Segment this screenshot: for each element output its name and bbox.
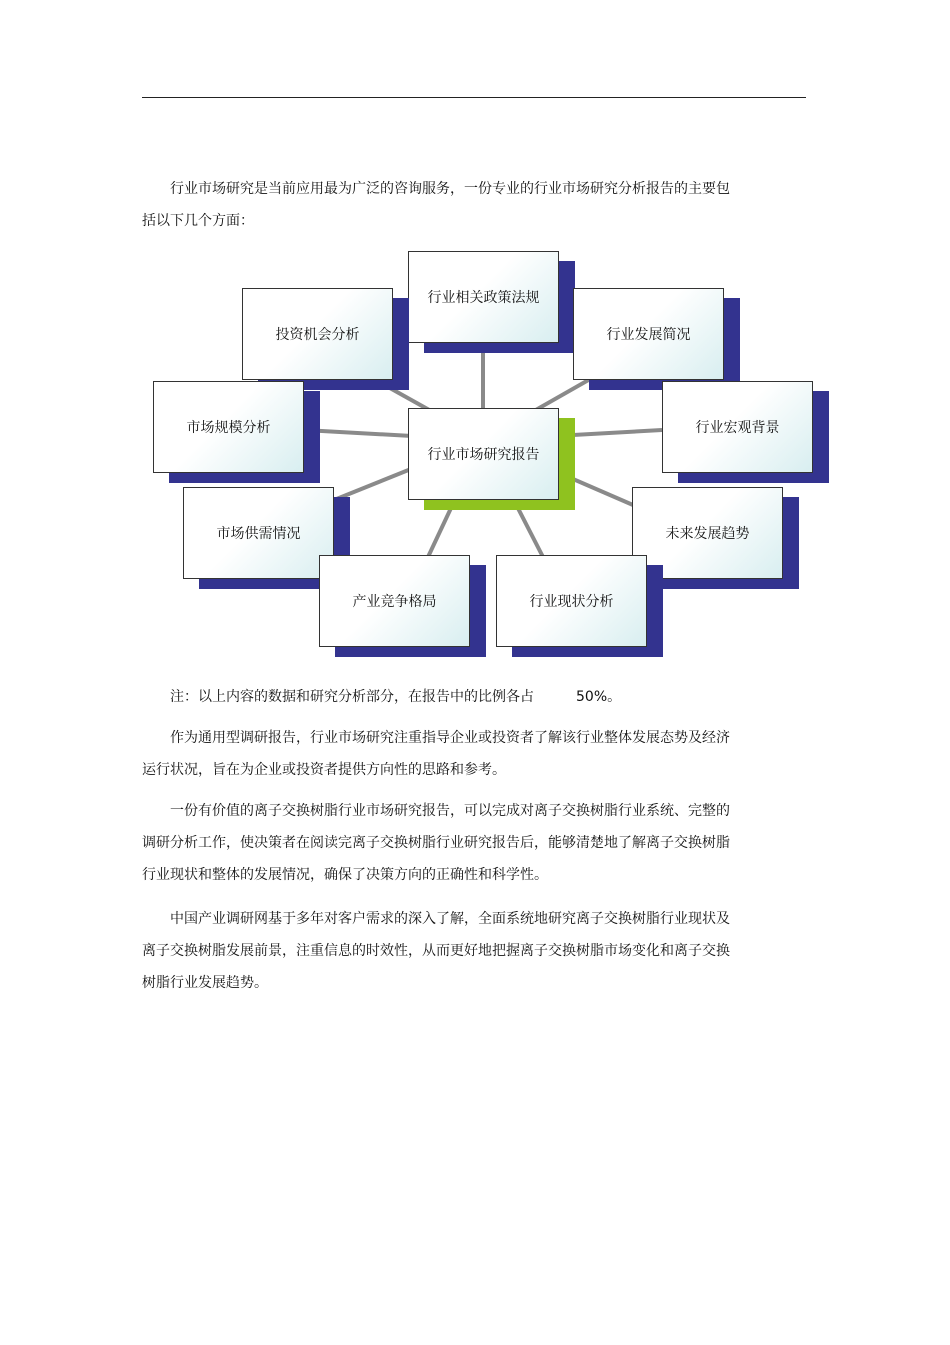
node-status-label: 行业现状分析 bbox=[496, 555, 647, 647]
node-supply-label: 市场供需情况 bbox=[183, 487, 334, 579]
node-future-label: 未来发展趋势 bbox=[632, 487, 783, 579]
node-develop-label: 行业发展简况 bbox=[573, 288, 724, 380]
intro-paragraph: 行业市场研究是当前应用最为广泛的咨询服务，一份专业的行业市场研究分析报告的主要包括以下几个方面： bbox=[142, 181, 730, 229]
node-macro-label: 行业宏观背景 bbox=[662, 381, 813, 473]
node-policy-label: 行业相关政策法规 bbox=[408, 251, 559, 343]
note-percent: 50%。 bbox=[576, 689, 622, 705]
note-text: 注：以上内容的数据和研究分析部分，在报告中的比例各占 bbox=[170, 689, 534, 705]
node-compete-label: 产业竞争格局 bbox=[319, 555, 470, 647]
node-scale-label: 市场规模分析 bbox=[153, 381, 304, 473]
note-paragraph bbox=[142, 681, 742, 713]
node-center-label: 行业市场研究报告 bbox=[408, 408, 559, 500]
body-paragraph-1: 作为通用型调研报告，行业市场研究注重指导企业或投资者了解该行业整体发展态势及经济运行状况，旨在为企业或投资者提供方向性的思路和参考。 bbox=[142, 730, 730, 778]
body-paragraph-2: 一份有价值的离子交换树脂行业市场研究报告，可以完成对离子交换树脂行业系统、完整的调研分析工作，使决策者在阅读完离子交换树脂行业研究报告后，能够清楚地了解离子交换树脂行业现状和整体的发展情况，确保了决策方向的正确性和科学性。 bbox=[142, 803, 730, 883]
body-paragraph-3: 中国产业调研网基于多年对客户需求的深入了解，全面系统地研究离子交换树脂行业现状及离子交换树脂发展前景，注重信息的时效性，从而更好地把握离子交换树脂市场变化和离子交换树脂行业发展趋势。 bbox=[142, 911, 730, 991]
node-invest-label: 投资机会分析 bbox=[242, 288, 393, 380]
